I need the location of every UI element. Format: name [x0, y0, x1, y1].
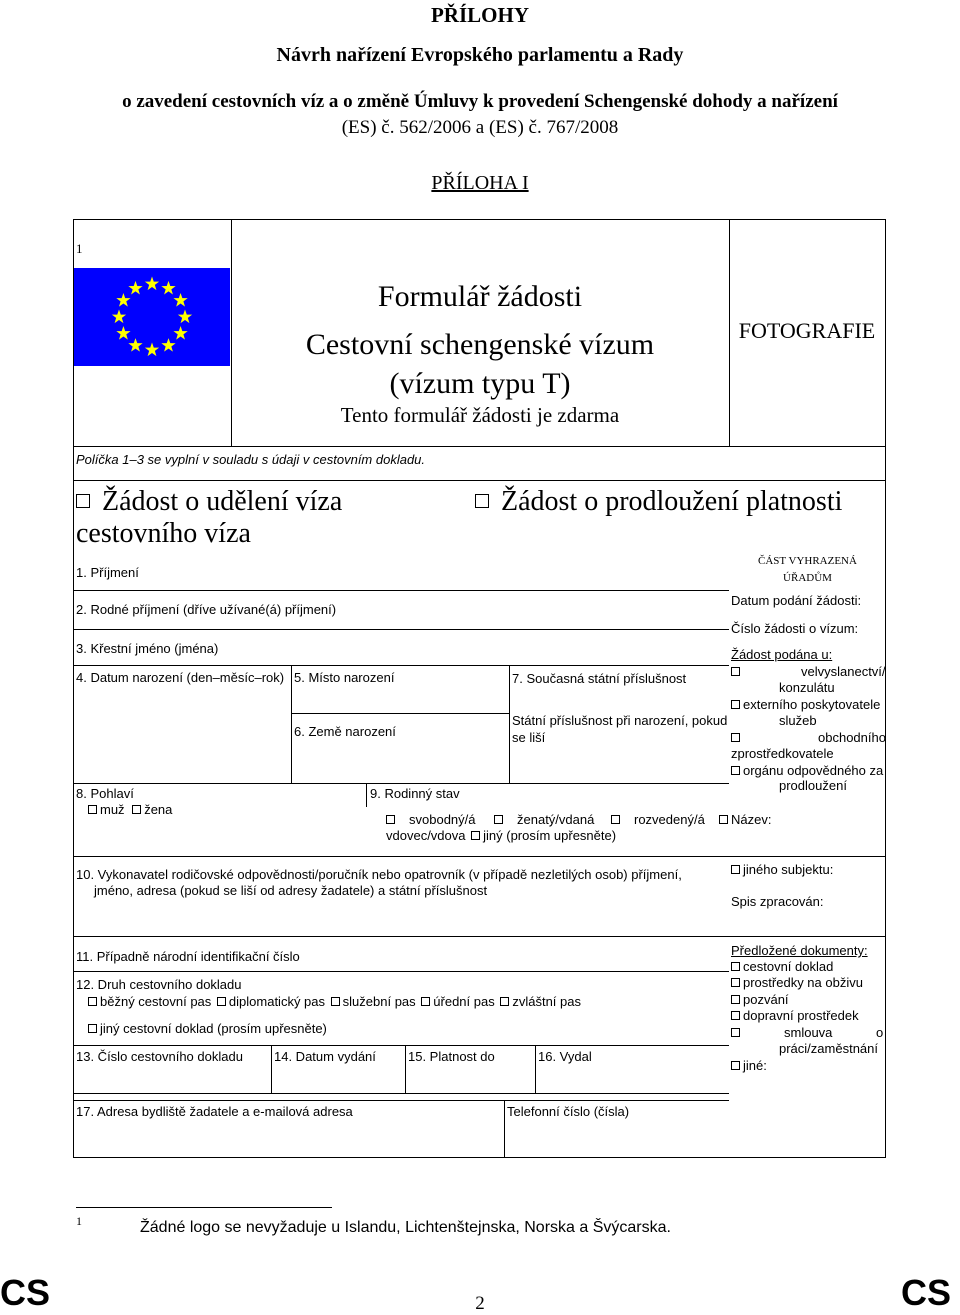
marital-divorced[interactable]: rozvedený/á — [611, 812, 705, 827]
doc-contract-option[interactable]: smlouva — [731, 1025, 832, 1040]
footnote-reference: 1 — [76, 241, 83, 256]
checkbox-icon[interactable] — [611, 815, 620, 824]
name-label: Název: — [731, 812, 772, 827]
photo-box-label: FOTOGRAFIE — [738, 318, 876, 343]
birth-surname-label: 2. Rodné příjmení (dříve užívané(á) příjmení) — [76, 602, 337, 617]
checkbox-icon[interactable] — [731, 978, 740, 987]
language-code-right: CS — [901, 1272, 952, 1313]
submitted-docs-label: Předložené dokumenty: — [731, 943, 868, 958]
sex-options: muž žena — [88, 802, 172, 817]
extension-authority-option[interactable]: orgánu odpovědného za — [731, 763, 883, 778]
birth-nationality-label-cont: se liší — [512, 730, 546, 745]
issue-date-label: 14. Datum vydání — [274, 1049, 376, 1064]
checkbox-icon[interactable] — [494, 815, 503, 824]
form-subtitle: Cestovní schengenské vízum — [305, 328, 655, 361]
checkbox-icon[interactable] — [731, 700, 740, 709]
commercial-intermediary-option[interactable]: obchodního — [731, 730, 886, 745]
guardian-label: 10. Vykonavatel rodičovské odpovědnosti/poručník nebo opatrovník (v případě nezletilých osob) příjmení, — [76, 867, 682, 882]
proposal-line-1: o zavedení cestovních víz a o změně Úmluvy k provedení Schengenské dohody a nařízení — [122, 91, 838, 112]
checkbox-icon[interactable] — [88, 805, 97, 814]
checkbox-icon[interactable] — [421, 997, 430, 1006]
annex-i-heading: PŘÍLOHA I — [431, 172, 529, 194]
marital-widowed-checkbox[interactable] — [719, 812, 731, 827]
sex-label: 8. Pohlaví — [76, 786, 134, 801]
travel-doc-type-label: 12. Druh cestovního dokladu — [76, 977, 242, 992]
checkbox-icon[interactable] — [88, 1024, 97, 1033]
proposal-line-2: (ES) č. 562/2006 a (ES) č. 767/2008 — [341, 117, 619, 138]
travel-doc-type-options: běžný cestovní pas diplomatický pas služební pas úřední pas zvláštní pas — [88, 994, 581, 1009]
checkbox-icon[interactable] — [500, 997, 509, 1006]
doc-invitation-option[interactable]: pozvání — [731, 992, 789, 1007]
external-provider-option[interactable]: externího poskytovatele — [731, 697, 880, 712]
marital-single[interactable]: svobodný/á — [386, 812, 476, 827]
checkbox-icon[interactable] — [731, 995, 740, 1004]
issued-by-label: 16. Vydal — [538, 1049, 592, 1064]
footnote-separator — [76, 1207, 332, 1208]
marital-status-label: 9. Rodinný stav — [370, 786, 460, 801]
nationality-label: 7. Současná státní příslušnost — [512, 671, 687, 686]
checkbox-icon[interactable] — [731, 667, 740, 676]
checkbox-icon[interactable] — [76, 494, 90, 508]
free-notice: Tento formulář žádosti je zdarma — [340, 403, 620, 427]
page-number: 2 — [475, 1293, 485, 1314]
checkbox-icon[interactable] — [217, 997, 226, 1006]
checkbox-icon[interactable] — [132, 805, 141, 814]
surname-label: 1. Příjmení — [76, 565, 139, 580]
other-entity-option[interactable]: jiného subjektu: — [731, 862, 833, 877]
doc-transport-option[interactable]: dopravní prostředek — [731, 1008, 859, 1023]
doc-number-label: 13. Číslo cestovního dokladu — [76, 1049, 243, 1064]
footnote-text: Žádné logo se nevyžaduje u Islandu, Lichtenštejnska, Norska a Švýcarska. — [140, 1219, 671, 1236]
checkbox-icon[interactable] — [386, 815, 395, 824]
phone-label: Telefonní číslo (čísla) — [507, 1104, 630, 1119]
doc-passport-option[interactable]: cestovní doklad — [731, 959, 833, 974]
checkbox-icon[interactable] — [731, 1028, 740, 1037]
handled-by-label: Spis zpracován: — [731, 894, 824, 909]
date-submitted-label: Datum podání žádosti: — [731, 593, 862, 608]
language-code-left: CS — [0, 1272, 51, 1313]
embassy-option-cont: konzulátu — [779, 680, 835, 695]
checkbox-icon[interactable] — [731, 865, 740, 874]
birth-date-label: 4. Datum narození (den–měsíc–rok) — [76, 670, 285, 685]
proposal-title: Návrh nařízení Evropského parlamentu a Rady — [276, 44, 684, 66]
doc-contract-o: o — [876, 1025, 884, 1040]
travel-doc-other-option[interactable]: jiný cestovní doklad (prosím upřesněte) — [88, 1021, 327, 1036]
address-label: 17. Adresa bydliště žadatele a e-mailová adresa — [76, 1104, 353, 1119]
checkbox-icon[interactable] — [475, 494, 489, 508]
checkbox-icon[interactable] — [471, 831, 480, 840]
marital-married[interactable]: ženatý/vdaná — [494, 812, 594, 827]
checkbox-icon[interactable] — [731, 733, 740, 742]
national-id-label: 11. Případně národní identifikační číslo — [76, 949, 300, 964]
submitted-at-label: Žádost podána u: — [731, 647, 833, 662]
embassy-option[interactable]: velvyslanectví/ — [731, 664, 886, 679]
form-title: Formulář žádosti — [377, 280, 583, 313]
doc-means-option[interactable]: prostředky na obživu — [731, 975, 863, 990]
extension-authority-option-cont: prodloužení — [779, 778, 847, 793]
official-use-heading: ČÁST VYHRAZENÁ — [758, 555, 857, 567]
first-name-label: 3. Křestní jméno (jména) — [76, 641, 219, 656]
valid-until-label: 15. Platnost do — [408, 1049, 495, 1064]
checkbox-icon[interactable] — [719, 815, 728, 824]
birth-nationality-label: Státní příslušnost při narození, pokud — [512, 713, 728, 728]
footnote-number: 1 — [76, 1214, 82, 1228]
checkbox-icon[interactable] — [731, 766, 740, 775]
checkbox-icon[interactable] — [731, 1011, 740, 1020]
visa-type: (vízum typu T) — [389, 367, 571, 400]
eu-flag-icon — [74, 268, 230, 366]
doc-contract-option-cont: práci/zaměstnání — [779, 1041, 878, 1056]
doc-other-option[interactable]: jiné: — [731, 1058, 767, 1073]
checkbox-icon[interactable] — [731, 962, 740, 971]
application-number-label: Číslo žádosti o vízum: — [731, 621, 859, 636]
request-extension-option[interactable]: Žádost o prodloužení platnosti — [475, 486, 842, 518]
checkbox-icon[interactable] — [731, 1061, 740, 1070]
checkbox-icon[interactable] — [331, 997, 340, 1006]
official-use-heading-cont: ÚŘADŮM — [783, 572, 832, 584]
birth-country-label: 6. Země narození — [294, 724, 396, 739]
passport-note: Políčka 1–3 se vyplní v souladu s údaji v cestovním dokladu. — [76, 452, 426, 467]
request-new-option-cont: cestovního víza — [76, 518, 251, 549]
marital-widowed-other: vdovec/vdova jiný (prosím upřesněte) — [386, 828, 617, 843]
request-new-option[interactable]: Žádost o udělení víza — [76, 486, 342, 518]
guardian-label-cont: jméno, adresa (pokud se liší od adresy žadatele) a státní příslušnost — [94, 883, 488, 898]
birth-place-label: 5. Místo narození — [294, 670, 395, 685]
annex-heading: PŘÍLOHY — [430, 3, 529, 27]
external-provider-option-cont: služeb — [779, 713, 817, 728]
checkbox-icon[interactable] — [88, 997, 97, 1006]
commercial-intermediary-option-cont: zprostředkovatele — [731, 746, 834, 761]
